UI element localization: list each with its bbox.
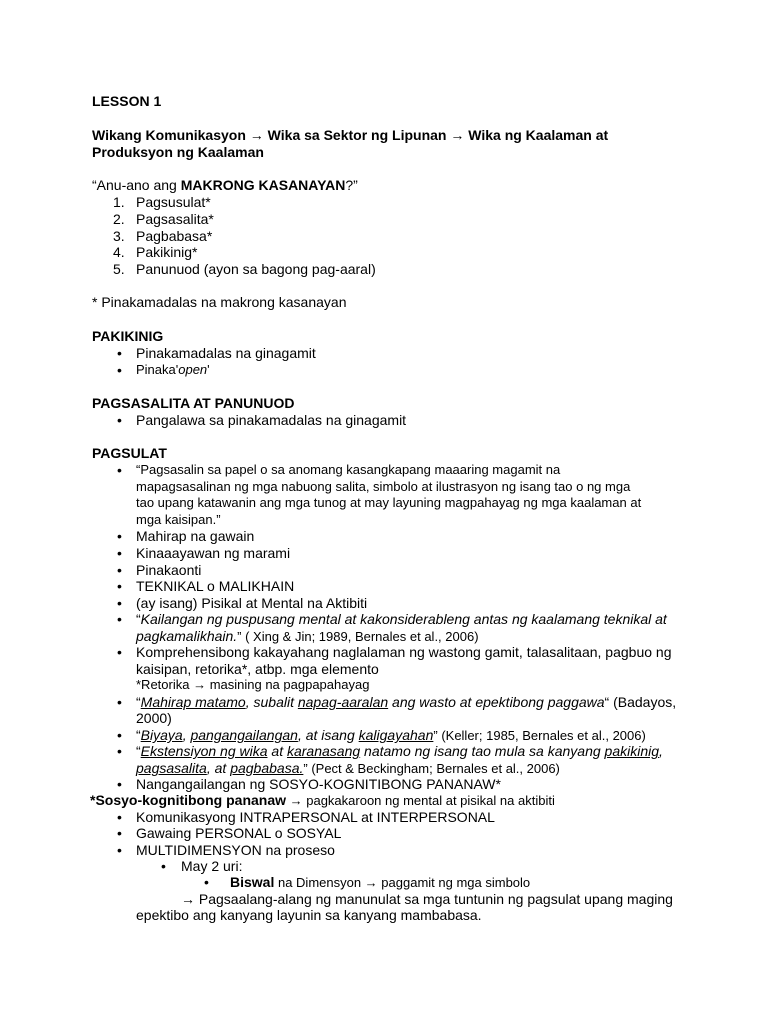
text-run-italic: pagkamalikhain. xyxy=(136,628,238,644)
bullet-item: Komunikasyong INTRAPERSONAL at INTERPERSONAL xyxy=(136,809,495,825)
text-run-italic: , xyxy=(659,743,663,759)
text-run: “ xyxy=(136,727,141,743)
lesson-title: LESSON 1 xyxy=(92,93,162,109)
bullet-icon: • xyxy=(117,611,122,627)
sub-bullet-item: May 2 uri: xyxy=(181,858,243,874)
section-heading-pagsasalita: PAGSASALITA AT PANUNUOD xyxy=(92,395,295,411)
list-item: Pagbabasa* xyxy=(136,228,213,244)
text-run-italic: , at isang xyxy=(297,727,359,743)
bullet-item: Pinakamadalas na ginagamit xyxy=(136,345,316,361)
bullet-icon: • xyxy=(161,858,166,874)
text-run: “ xyxy=(136,611,141,627)
bullet-icon: • xyxy=(117,743,122,759)
text-run-italic-underline: kaligayahan xyxy=(358,727,434,743)
text-run-italic-underline: pakikinig xyxy=(604,743,660,759)
quote-line: mga kaisipan.” xyxy=(136,512,221,527)
text-run-bold: Biswal xyxy=(230,874,275,890)
citation: ” (Keller; 1985, Bernales et al., 2006) xyxy=(433,728,646,743)
citation: ” ( Xing & Jin; 1989, Bernales et al., 2006) xyxy=(237,629,479,644)
bullet-icon: • xyxy=(117,842,122,858)
quote-badayos-line-2: 2000) xyxy=(136,710,172,726)
bullet-icon: • xyxy=(117,545,122,561)
bullet-icon: • xyxy=(117,528,122,544)
bullet-item: Gawaing PERSONAL o SOSYAL xyxy=(136,825,342,841)
bullet-item: MULTIDIMENSYON na proseso xyxy=(136,842,335,858)
text-run-italic-underline: pangangailangan xyxy=(190,727,298,743)
text-run-italic-underline: pagbabasa. xyxy=(230,760,304,776)
text-run-italic-underline: karanasang xyxy=(286,743,361,759)
text-run: na Dimensyon → paggamit ng mga simbolo xyxy=(274,875,531,890)
bullet-icon: • xyxy=(117,644,122,660)
subtitle-line-2: Produksyon ng Kaalaman xyxy=(92,144,264,160)
quote-line: tao upang katawanin ang mga tunog at may layuning magpahayag ng mga kaalaman at xyxy=(136,495,642,510)
bullet-item: (ay isang) Pisikal at Mental na Aktibiti xyxy=(136,595,368,611)
subtitle-line-1: Wikang Komunikasyon → Wika sa Sektor ng Lipunan → Wika ng Kaalaman at xyxy=(92,127,609,143)
bullet-item: Komprehensibong kakayahang naglalaman ng wastong gamit, talasalitaan, pagbuo ng xyxy=(136,644,672,660)
bullet-icon: • xyxy=(117,462,122,478)
list-item: Pakikinig* xyxy=(136,244,198,260)
text-run-italic-underline: pagsasalita xyxy=(136,760,207,776)
bullet-icon: • xyxy=(117,595,122,611)
text-run-italic-underline: Mahirap matamo xyxy=(140,694,246,710)
list-number: 1. xyxy=(113,194,125,210)
quote-xing-line-1 xyxy=(136,611,667,627)
bullet-icon: • xyxy=(117,412,122,428)
list-item: Pagsasalita* xyxy=(136,211,214,227)
quote-pect-line-1 xyxy=(136,743,663,759)
quote-badayos-line-1 xyxy=(136,694,676,710)
text-run-italic-underline: napag-aaralan xyxy=(297,694,389,710)
list-number: 4. xyxy=(113,244,125,260)
list-item: Panunuod (ayon sa bagong pag-aaral) xyxy=(136,261,376,277)
text-run-italic: ang wasto at epektibong paggawa xyxy=(388,694,605,710)
text-run: → pagkakaroon ng mental at pisikal na aktibiti xyxy=(286,793,555,808)
sub-sub-bullet-item xyxy=(230,874,530,891)
section-heading-pagsulat: PAGSULAT xyxy=(92,445,167,461)
text-run-italic: open xyxy=(178,362,208,377)
bullet-item: Kinaaayawan ng marami xyxy=(136,545,291,561)
text-run-italic: at xyxy=(267,743,287,759)
bullet-item: TEKNIKAL o MALIKHAIN xyxy=(136,578,295,594)
bullet-item: Pangalawa sa pinakamadalas na ginagamit xyxy=(136,412,407,428)
bullet-icon: • xyxy=(117,362,122,378)
list-number: 5. xyxy=(113,261,125,277)
bullet-item: Nangangailangan ng SOSYO-KOGNITIBONG PANANAW* xyxy=(136,776,501,792)
text-run: ' xyxy=(207,362,210,377)
bullet-item-continuation: kaisipan, retorika*, atbp. mga elemento xyxy=(136,661,379,677)
citation: “ (Badayos, xyxy=(604,694,677,710)
bullet-icon: • xyxy=(117,694,122,710)
bullet-icon: • xyxy=(117,578,122,594)
question-prefix: “Anu-ano ang xyxy=(92,177,181,193)
quote-line: mapagsasalinan ng mga nabuong salita, simbolo at ilustrasyon ng isang tao o ng mga xyxy=(136,479,631,494)
bullet-item: Mahirap na gawain xyxy=(136,528,255,544)
bullet-icon: • xyxy=(204,874,209,890)
citation: ” (Pect & Beckingham; Bernales et al., 2006) xyxy=(303,761,560,776)
arrow-note-line-1: → Pagsaalang-alang ng manunulat sa mga tuntunin ng pagsulat upang maging xyxy=(181,891,673,907)
section-heading-pakikinig: PAKIKINIG xyxy=(92,328,164,344)
text-run-italic-underline: Biyaya xyxy=(140,727,183,743)
question-keyword: MAKRONG KASANAYAN xyxy=(180,177,346,193)
bullet-icon: • xyxy=(117,825,122,841)
list-number: 2. xyxy=(113,211,125,227)
text-run-italic: , subalit xyxy=(245,694,298,710)
list-item: Pagsusulat* xyxy=(136,194,211,210)
footnote: * Pinakamadalas na makrong kasanayan xyxy=(92,294,347,310)
question-suffix: ?” xyxy=(345,177,358,193)
bullet-icon: • xyxy=(117,727,122,743)
text-run-italic: , xyxy=(182,727,191,743)
text-run-italic: Kailangan ng puspusang mental at kakonsiderableng antas ng kaalamang teknikal at xyxy=(140,611,667,627)
text-run: “ xyxy=(136,694,141,710)
quote-xing-line-2 xyxy=(136,628,479,645)
arrow-note-line-2: epektibo ang kanyang layunin sa kanyang mambabasa. xyxy=(136,907,482,923)
text-run: “ xyxy=(136,743,141,759)
bullet-icon: • xyxy=(117,809,122,825)
quote-pect-line-2 xyxy=(136,760,560,777)
text-run-bold: *Sosyo-kognitibong pananaw xyxy=(90,792,287,808)
bullet-icon: • xyxy=(117,562,122,578)
sosyo-definition xyxy=(90,792,555,809)
bullet-item xyxy=(136,362,210,378)
bullet-icon: • xyxy=(117,776,122,792)
bullet-icon: • xyxy=(117,345,122,361)
text-run-italic: natamo ng isang tao mula sa kanyang xyxy=(360,743,605,759)
quote-line: “Pagsasalin sa papel o sa anomang kasangkapang maaaring magamit na xyxy=(136,462,561,477)
text-run: Pinaka' xyxy=(136,362,179,377)
text-run-italic: , at xyxy=(206,760,231,776)
list-number: 3. xyxy=(113,228,125,244)
bullet-item: Pinakaonti xyxy=(136,562,202,578)
retorika-note: *Retorika → masining na pagpapahayag xyxy=(136,677,370,692)
makro-question xyxy=(92,177,358,193)
text-run-italic-underline: Ekstensiyon ng wika xyxy=(140,743,268,759)
quote-keller xyxy=(136,727,646,744)
